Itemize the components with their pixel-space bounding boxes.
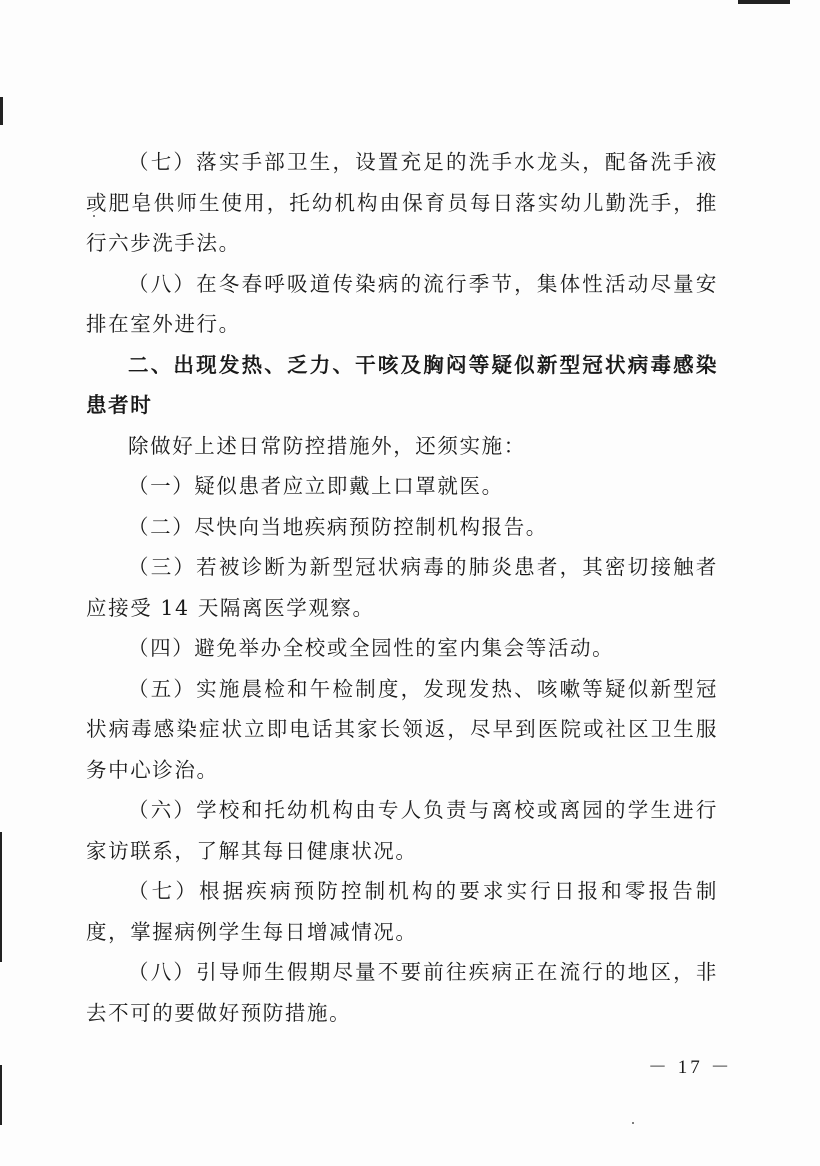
- scan-speck: [93, 215, 95, 217]
- paragraph-8-outdoor-activities: （八）在冬春呼吸道传染病的流行季节，集体性活动尽量安排在室外进行。: [86, 271, 718, 336]
- paragraph-item-8: （八）引导师生假期尽量不要前往疾病正在流行的地区，非去不可的要做好预防措施。: [86, 960, 718, 1025]
- scan-edge-mark: [0, 97, 3, 125]
- scan-edge-mark: [0, 1065, 2, 1125]
- paragraph-item-4: （四）避免举办全校或全园性的室内集会等活动。: [128, 636, 615, 660]
- paragraph-intro: 除做好上述日常防控措施外，还须实施：: [128, 433, 526, 458]
- scan-speck: [632, 1122, 634, 1124]
- paragraph-item-6: （六）学校和托幼机构由专人负责与离校或离园的学生进行家访联系，了解其每日健康状况。: [86, 798, 718, 863]
- page-number: － 17 －: [648, 1057, 733, 1078]
- scan-edge-mark: [0, 832, 2, 962]
- paragraph-7-hand-hygiene: （七）落实手部卫生，设置充足的洗手水龙头，配备洗手液或肥皂供师生使用，托幼机构由保育员每日落实幼儿勤洗手，推行六步洗手法。: [86, 150, 718, 255]
- section-heading-2: 二、出现发热、乏力、干咳及胸闷等疑似新型冠状病毒感染患者时: [86, 352, 718, 417]
- document-body: [86, 142, 718, 1033]
- paragraph-item-2: （二）尽快向当地疾病预防控制机构报告。: [128, 514, 548, 539]
- scan-edge-mark: [738, 0, 790, 4]
- paragraph-item-3: （三）若被诊断为新型冠状病毒的肺炎患者，其密切接触者应接受 14 天隔离医学观察。: [86, 555, 718, 620]
- paragraph-item-7: （七）根据疾病预防控制机构的要求实行日报和零报告制度，掌握病例学生每日增减情况。: [86, 879, 718, 944]
- paragraph-item-5: （五）实施晨检和午检制度，发现发热、咳嗽等疑似新型冠状病毒感染症状立即电话其家长领返，尽早到医院或社区卫生服务中心诊治。: [86, 676, 718, 782]
- paragraph-item-1: （一）疑似患者应立即戴上口罩就医。: [128, 474, 504, 498]
